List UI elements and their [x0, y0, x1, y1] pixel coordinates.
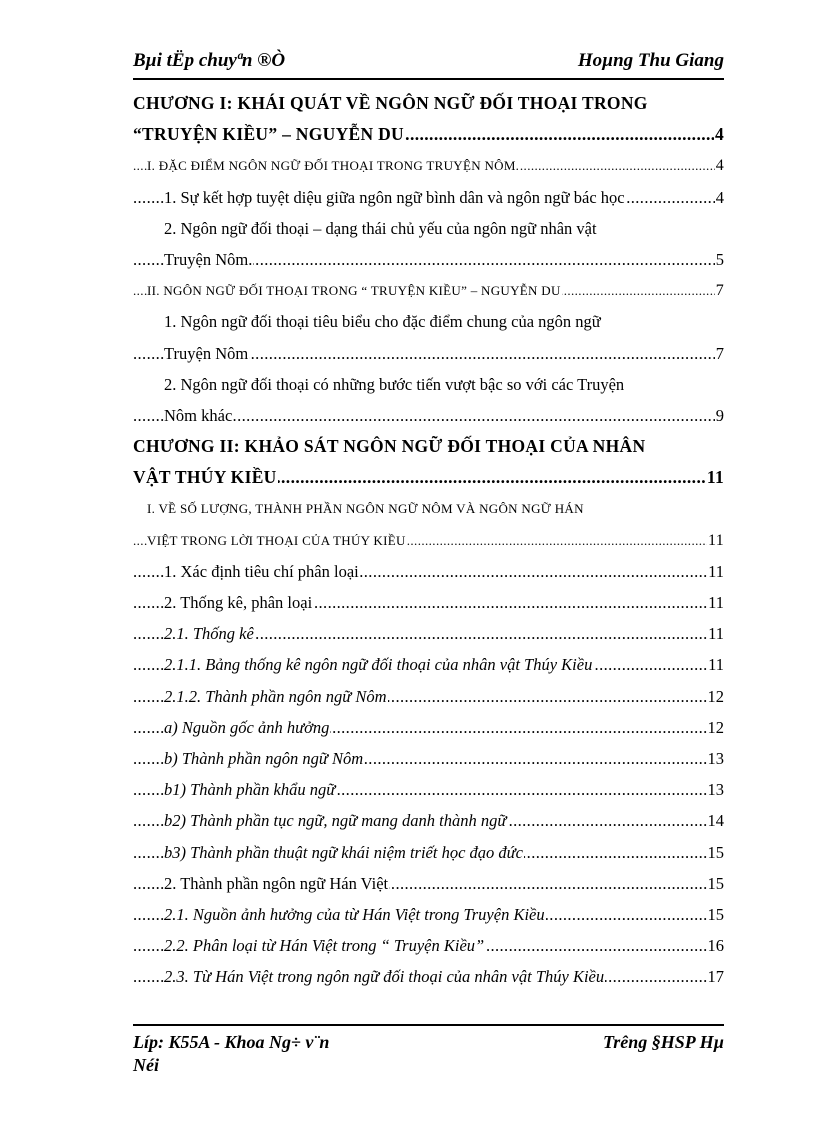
toc-entry-title: I. VỀ SỐ LƯỢNG, THÀNH PHẦN NGÔN NGỮ NÔM VÀ NGÔN NGỮ HÁN — [147, 501, 584, 517]
toc-entry — [133, 774, 724, 805]
toc-entry — [133, 431, 724, 462]
toc-entry-title: a) Nguồn gốc ảnh hưởng — [164, 717, 330, 737]
header-left: Bµi tËp chuyªn ®Ò — [133, 50, 286, 71]
toc-entry-title: Nôm khác — [164, 405, 233, 425]
toc-entry-title: b2) Thành phần tục ngữ, ngữ mang danh thành ngữ — [164, 811, 507, 831]
toc-entry-title: 1. Xác định tiêu chí phân loại — [164, 561, 359, 581]
toc-entry-title: 2.1.1. Bảng thống kê ngôn ngữ đối thoại của nhân vật Thúy Kiều — [164, 655, 593, 675]
toc-entry — [133, 743, 724, 774]
toc-entry — [133, 275, 724, 306]
toc-entry — [133, 618, 724, 649]
toc-entry — [133, 961, 724, 992]
toc-entry-page: 15 — [707, 899, 725, 930]
toc-entry-page: 7 — [715, 338, 724, 369]
header-right: Hoµng Thu Giang — [577, 50, 724, 71]
toc-entry — [133, 899, 724, 930]
toc-entry-title: 2.1.2. Thành phần ngôn ngữ Nôm — [164, 686, 387, 706]
toc-entry-page: 4 — [715, 150, 724, 181]
toc-entry-page: 4 — [715, 182, 724, 213]
toc-entry-page: 11 — [707, 525, 724, 556]
toc-entry-title: 2.1. Nguồn ảnh hưởng của từ Hán Việt trong Truyện Kiều — [164, 904, 545, 924]
toc-entry — [133, 712, 724, 743]
toc-entry — [133, 805, 724, 836]
toc-entry-title: Truyện Nôm — [164, 343, 249, 363]
footer-line2: Néi — [133, 1055, 159, 1075]
footer-left: Líp: K55A - Khoa Ng÷ v¨n — [133, 1032, 330, 1052]
page-footer — [133, 1024, 724, 1076]
toc-entry-page: 13 — [707, 774, 725, 805]
toc-entry — [133, 649, 724, 680]
toc-entry-page: 11 — [706, 462, 724, 493]
toc-entry-page: 12 — [707, 681, 725, 712]
toc-entry — [133, 462, 724, 493]
toc-entry — [133, 556, 724, 587]
table-of-contents — [133, 88, 724, 992]
toc-entry — [133, 338, 724, 369]
toc-entry-title: 2.2. Phân loại từ Hán Việt trong “ Truyện Kiều” — [164, 936, 485, 956]
footer-right: Trêng §HSP Hµ — [602, 1032, 724, 1052]
toc-entry-title: b3) Thành phần thuật ngữ khái niệm triết học đạo đức — [164, 842, 523, 862]
toc-entry — [133, 244, 724, 275]
toc-entry-title: VIỆT TRONG LỜI THOẠI CỦA THÚY KIỀU — [147, 532, 406, 548]
toc-entry-page: 4 — [714, 119, 724, 150]
toc-entry-title: “TRUYỆN KIỀU” – NGUYỄN DU — [133, 124, 404, 145]
toc-entry — [133, 837, 724, 868]
toc-entry-page: 15 — [707, 837, 725, 868]
toc-entry-title: 1. Sự kết hợp tuyệt diệu giữa ngôn ngữ bình dân và ngôn ngữ bác học — [164, 187, 625, 207]
toc-entry-page: 12 — [707, 712, 725, 743]
toc-entry — [133, 400, 724, 431]
toc-entry-page: 11 — [707, 649, 724, 680]
toc-entry-title: VẬT THÚY KIỀU — [133, 467, 277, 488]
toc-entry-title: 1. Ngôn ngữ đối thoại tiêu biểu cho đặc điểm chung của ngôn ngữ — [164, 312, 601, 332]
toc-entry — [133, 493, 724, 524]
toc-entry-page: 15 — [707, 868, 725, 899]
toc-entry-title: I. ĐẶC ĐIỂM NGÔN NGỮ ĐỐI THOẠI TRONG TRUYỆN NÔM. — [147, 158, 520, 174]
toc-entry — [133, 587, 724, 618]
page-header — [133, 50, 724, 80]
toc-entry — [133, 525, 724, 556]
toc-entry-title: II. NGÔN NGỮ ĐỐI THOẠI TRONG “ TRUYỆN KIỀU” – NGUYỄN DU — [147, 283, 561, 299]
toc-entry-title: b1) Thành phần khẩu ngữ — [164, 780, 336, 800]
toc-entry-page: 11 — [707, 587, 724, 618]
toc-entry-title: 2. Thống kê, phân loại — [164, 593, 313, 612]
toc-entry-page: 16 — [707, 930, 725, 961]
toc-entry-title: Truyện Nôm. — [164, 249, 253, 269]
toc-entry-title: b) Thành phần ngôn ngữ Nôm — [164, 748, 364, 768]
toc-entry-page: 9 — [715, 400, 724, 431]
toc-entry — [133, 306, 724, 337]
toc-entry-title: 2. Ngôn ngữ đối thoại – dạng thái chủ yếu của ngôn ngữ nhân vật — [164, 218, 597, 238]
toc-entry — [133, 88, 724, 119]
toc-entry — [133, 213, 724, 244]
toc-entry-title: CHƯƠNG II: KHẢO SÁT NGÔN NGỮ ĐỐI THOẠI CỦA NHÂN — [133, 436, 646, 457]
toc-entry-title: 2. Thành phần ngôn ngữ Hán Việt — [164, 873, 389, 893]
toc-entry — [133, 868, 724, 899]
toc-entry — [133, 930, 724, 961]
toc-entry-page: 14 — [707, 805, 725, 836]
toc-entry — [133, 150, 724, 181]
toc-entry-title: CHƯƠNG I: KHÁI QUÁT VỀ NGÔN NGỮ ĐỐI THOẠI TRONG — [133, 93, 648, 113]
toc-entry-title: 2.3. Từ Hán Việt trong ngôn ngữ đối thoại của nhân vật Thúy Kiều — [164, 967, 605, 987]
toc-entry-page: 11 — [707, 556, 724, 587]
toc-entry-page: 11 — [707, 618, 724, 649]
toc-entry-page: 7 — [715, 275, 724, 306]
toc-entry-page: 17 — [707, 961, 725, 992]
toc-entry — [133, 182, 724, 213]
toc-entry — [133, 119, 724, 150]
toc-entry-page: 13 — [707, 743, 725, 774]
toc-entry — [133, 369, 724, 400]
toc-entry — [133, 681, 724, 712]
toc-entry-title: 2.1. Thống kê — [164, 624, 254, 644]
toc-entry-page: 5 — [715, 244, 724, 275]
toc-entry-title: 2. Ngôn ngữ đối thoại có những bước tiến vượt bậc so với các Truyện — [164, 374, 625, 394]
